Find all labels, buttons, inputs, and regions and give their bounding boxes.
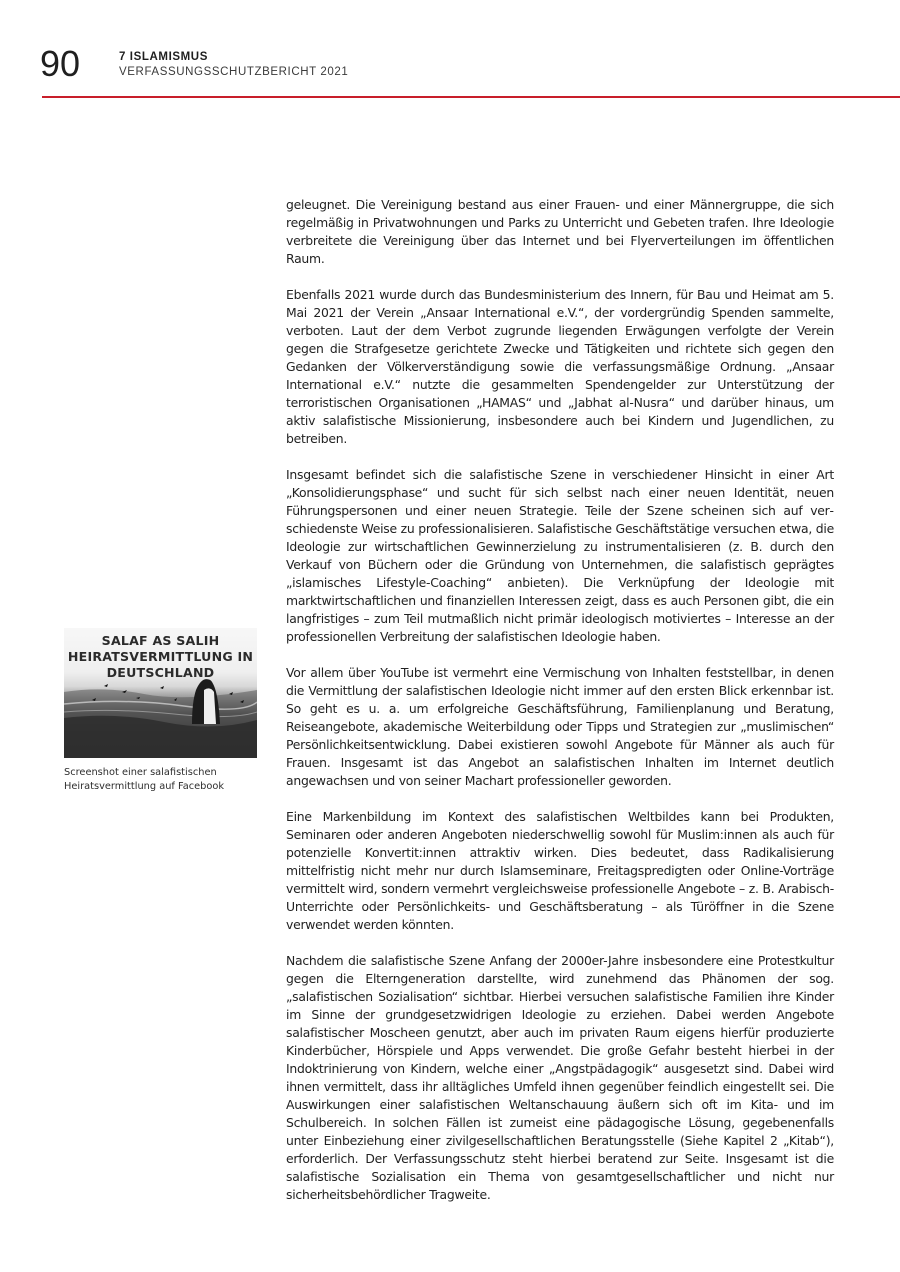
figure-caption: Screenshot einer salafistischen Heiratsvermittlung auf Facebook — [64, 767, 225, 792]
paragraph: geleugnet. Die Vereinigung bestand aus einer Frauen- und einer Männergruppe, die sich regelmäßig in Privatwohnungen und Parks zu Unterricht und Gebeten trafen. Ihre Ideologie verbreitete die Vereinigung über das Internet und bei Flyerverteilungen im öffentlichen Raum. — [286, 197, 834, 266]
paragraph: Ebenfalls 2021 wurde durch das Bundesministerium des Innern, für Bau und Heimat am 5. Mai 2021 der Verein „Ansaar International e.V.“, der vordergründig Spenden sammelte, verboten. Laut der dem Verbot zugrunde liegenden Erwägungen verfolgte der Verein gegen die Strafgesetze gerichtete Zwecke und Tätigkeiten und richtete sich gegen den Gedanken der Völkerverständigung sowie die verfassungsmäßige Ordnung. „Ansaar International e.V.“ nutzte die gesammelten Spendengelder zur Unterstützung der terroristischen Organisationen „HAMAS“ und „Jabhat al-Nusra“ und darüber hinaus, um aktiv salafistische Missionierung, insbesondere auch bei Kindern und Jugendlichen, zu betreiben. — [286, 287, 834, 446]
report-title: VERFASSUNGSSCHUTZBERICHT 2021 — [119, 66, 349, 78]
paragraph: Nachdem die salafistische Szene Anfang der 2000er-Jahre insbesondere eine Protestkultur gegen die Elterngeneration darstellte, wird zunehmend das Phänomen der sog. „salafistischen Sozialisation“ sichtbar. Hierbei versuchen salafistische Familien ihre Kinder im Sinne der grundgesetzwidrigen Ideologie zu erziehen. Dabei werden Angebote salafistischer Moscheen genutzt, aber auch im privaten Raum eigens hierfür produzierte Kinderbücher, Hörspiele und Apps verwendet. Die große Gefahr besteht hierbei in der Indoktrinierung von Kindern, welche einer „Angstpädagogik“ ausgesetzt sind. Dabei wird ihnen vermittelt, dass ihr alltägliches Umfeld ihnen gegenüber feindlich eingestellt sei. Die Auswirkungen einer salafistischen Weltanschauung äußern sich oft im Kita- und im Schulbereich. In solchen Fällen ist zumeist eine pädagogische Lösung, gegebenenfalls unter Einbeziehung einer zivilgesellschaftlichen Beratungsstelle (Siehe Kapitel 2 „Kitab“), erforderlich. Der Verfassungsschutz steht hierbei beratend zur Seite. Insgesamt ist die salafistische Sozialisation ein Thema von gesamtgesellschaftlicher und nicht nur sicherheitsbehördlicher Tragweite. — [286, 953, 834, 1202]
chapter-title: 7 ISLAMISMUS — [119, 51, 208, 63]
figure — [64, 628, 257, 794]
paragraph: Eine Markenbildung im Kontext des salafistischen Weltbildes kann bei Produkten, Seminaren oder anderen Angeboten niederschwellig sowohl für Muslim:innen als auch für potenzielle Konvertit:innen attraktiv wirken. Dies bedeutet, dass Radikalisierung mittelfristig nicht mehr nur durch Islamseminare, Freitagspredigten oder Online-Vorträge vermittelt wird, sondern vermehrt vergleichsweise professionelle Angebote – z. B. Arabisch-Unterrichte oder Persönlichkeits- und Geschäftsberatung – als Türöffner in die Szene verwendet werden könnten. — [286, 809, 834, 932]
body-text — [286, 196, 834, 1222]
running-header — [119, 51, 348, 78]
paragraph: Vor allem über YouTube ist vermehrt eine Vermischung von Inhalten feststellbar, in denen die Vermittlung der salafistischen Ideologie nicht immer auf den ersten Blick erkennbar ist. So geht es u. a. um erfolgreiche Geschäftsführung, Familienplanung und Beratung, Reiseangebote, akademische Weiterbildung oder Tipps und Strategien zur „muslimischen“ Persönlichkeitsentwicklung. Dabei existieren sowohl Angebote für Männer als auch für Frauen. Insgesamt ist das Angebot an salafistischen Inhalten im Internet deutlich angewachsen und von seiner Machart professioneller geworden. — [286, 665, 834, 788]
header-divider — [42, 96, 900, 98]
paragraph: Insgesamt befindet sich die salafistische Szene in verschiedener Hinsicht in einer Art „Konsolidierungsphase“ und sucht für sich selbst nach einer neuen Identität, neuen Führungspersonen und einer neuen Strategie. Teile der Szene scheinen sich auf verschiedenste Weise zu professionalisieren. Salafistische Geschäftstätige versuchen etwa, die Ideologie zur wirtschaftlichen Gewinnerzielung zu instrumentalisieren (z. B. durch den Verkauf von Büchern oder die Gründung von Unternehmen, die salafistisch geprägtes „islamisches Lifestyle-Coaching“ anbieten). Die Verknüpfung der Ideologie mit marktwirtschaftlichen und finanziellen Interessen zeigt, dass es auch Personen gibt, die ein langfristiges – zum Teil mutmaßlich nicht primär ideologisch motiviertes – Interesse an der professionellen Verbreitung der salafistischen Ideologie haben. — [286, 467, 834, 644]
page-number: 90 — [40, 43, 81, 84]
image-heading-text: SALAF AS SALIH HEIRATSVERMITTLUNG IN DEUTSCHLAND — [67, 633, 254, 680]
facebook-screenshot-image — [64, 628, 257, 758]
